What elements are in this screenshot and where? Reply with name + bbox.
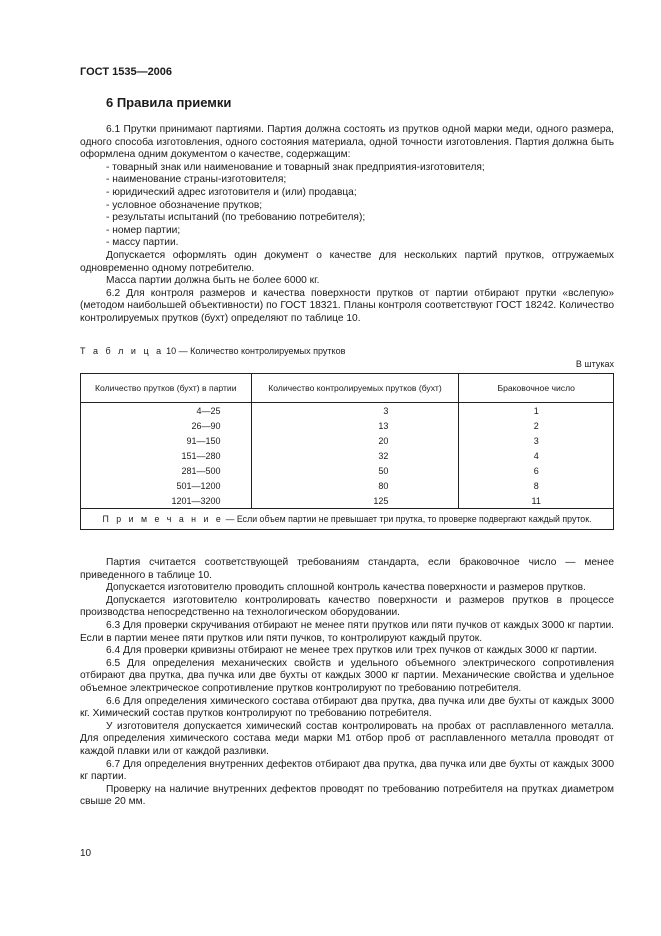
table-header-row	[81, 374, 614, 403]
paragraph: Допускается изготовителю проводить сплошной контроль качества поверхности и размеров прутков.	[106, 582, 586, 594]
document-header: ГОСТ 1535—2006	[80, 66, 173, 78]
text-block-1	[80, 124, 614, 326]
list-item: - массу партии.	[106, 237, 179, 249]
paragraph: Партия считается соответствующей требованиям стандарта, если браковочное число — менее приведенного в таблице 10.	[80, 557, 614, 581]
table-note	[81, 509, 614, 530]
cell-rejection-number: 2	[459, 418, 614, 433]
paragraph: 6.7 Для определения внутренних дефектов отбирают два прутка, два пучка или две бухты от каждых 3000 кг партии.	[80, 758, 614, 783]
cell-controlled-count: 32	[251, 448, 459, 463]
cell-batch-size: 26—90	[81, 418, 252, 433]
cell-batch-size: 1201—3200	[81, 493, 252, 509]
table-note-prefix: П р и м е ч а н и е	[102, 514, 224, 524]
table-caption-text: 10 — Количество контролируемых прутков	[163, 346, 346, 356]
cell-controlled-count: 125	[251, 493, 459, 509]
table-row	[81, 418, 614, 433]
text-block-2	[80, 557, 614, 809]
table-unit: В штуках	[575, 359, 614, 369]
paragraph: Допускается изготовителю контролировать качество поверхности и размеров прутков в процессе производства непосредственно на технологическом оборудовании.	[80, 594, 614, 619]
cell-batch-size: 281—500	[81, 463, 252, 478]
cell-rejection-number: 8	[459, 478, 614, 493]
table-10	[80, 373, 614, 530]
cell-batch-size: 4—25	[81, 403, 252, 419]
list-item: - юридический адрес изготовителя и (или) продавца;	[106, 186, 357, 198]
cell-batch-size: 501—1200	[81, 478, 252, 493]
list-item: - результаты испытаний (по требованию потребителя);	[106, 212, 366, 224]
cell-controlled-count: 80	[251, 478, 459, 493]
paragraph: 6.1 Прутки принимают партиями. Партия должна состоять из прутков одной марки меди, одного размера, одного способа изготовления, одного состояния материала, одной точности изготовления. Партия должна быть оформлена одним документом о качестве, содержащим:	[80, 124, 614, 161]
table-row	[81, 448, 614, 463]
cell-rejection-number: 3	[459, 433, 614, 448]
list-item: - товарный знак или наименование и товарный знак предприятия-изготовителя;	[106, 161, 485, 173]
table-caption	[80, 346, 345, 356]
paragraph: 6.5 Для определения механических свойств и удельного объемного электрического сопротивления отбирают два прутка, два пучка или две бухты от каждых 3000 кг партии. Механические свойства и удельное объемное электрическое сопротивление прутков контролируют по требованию потребителя.	[80, 657, 614, 694]
list-item: - условное обозначение прутков;	[106, 199, 263, 211]
table-row	[81, 463, 614, 478]
section-title: 6 Правила приемки	[106, 95, 232, 110]
list-item: - наименование страны-изготовителя;	[106, 174, 287, 186]
cell-batch-size: 151—280	[81, 448, 252, 463]
table-row	[81, 478, 614, 493]
paragraph: 6.4 Для проверки кривизны отбирают не менее трех прутков или трех пучков от каждых 3000 кг партии.	[106, 645, 598, 657]
table-row	[81, 433, 614, 448]
cell-controlled-count: 50	[251, 463, 459, 478]
paragraph: 6.2 Для контроля размеров и качества поверхности прутков от партии отбирают прутки «вслепую» (методом наибольшей объективности) по ГОСТ 18321. Планы контроля соответствуют ГОСТ 18242. Количество контролируемых прутков (бухт) определяют по таблице 10.	[80, 287, 614, 324]
table-row	[81, 403, 614, 419]
list-item: - номер партии;	[106, 224, 181, 236]
cell-controlled-count: 3	[251, 403, 459, 419]
paragraph: У изготовителя допускается химический состав контролировать на пробах от расплавленного металла. Для определения химического состава меди марки М1 отбор проб от расплавленного металла проводят от каждой плавки или от каждой разливки.	[80, 720, 614, 757]
column-header-controlled-count: Количество контролируемых прутков (бухт)	[251, 374, 459, 403]
paragraph: Масса партии должна быть не более 6000 кг.	[106, 275, 320, 287]
cell-rejection-number: 1	[459, 403, 614, 419]
cell-controlled-count: 20	[251, 433, 459, 448]
table-note-row	[81, 509, 614, 530]
table-caption-prefix: Т а б л и ц а	[80, 346, 164, 356]
table-note-text: — Если объем партии не превышает три прутка, то проверке подвергают каждый пруток.	[223, 514, 592, 524]
page-number: 10	[80, 848, 92, 859]
cell-controlled-count: 13	[251, 418, 459, 433]
table-row	[81, 493, 614, 509]
column-header-batch-size: Количество прутков (бухт) в партии	[81, 374, 252, 403]
cell-rejection-number: 6	[459, 463, 614, 478]
paragraph: 6.3 Для проверки скручивания отбирают не менее пяти прутков или пяти пучков от каждых 3000 кг партии. Если в партии менее пяти прутков или пяти пучков, то контролируют каждый пруток.	[80, 619, 614, 644]
cell-batch-size: 91—150	[81, 433, 252, 448]
paragraph: 6.6 Для определения химического состава отбирают два прутка, два пучка или две бухты от каждых 3000 кг. Химический состав прутков контролируют по требованию потребителя.	[80, 695, 614, 720]
cell-rejection-number: 11	[459, 493, 614, 509]
cell-rejection-number: 4	[459, 448, 614, 463]
paragraph: Проверку на наличие внутренних дефектов проводят по требованию потребителя на прутках диаметром свыше 20 мм.	[80, 783, 614, 808]
paragraph: Допускается оформлять один документ о качестве для нескольких партий прутков, отгружаемых одновременно одному потребителю.	[80, 249, 614, 274]
column-header-rejection-number: Браковочное число	[459, 374, 614, 403]
